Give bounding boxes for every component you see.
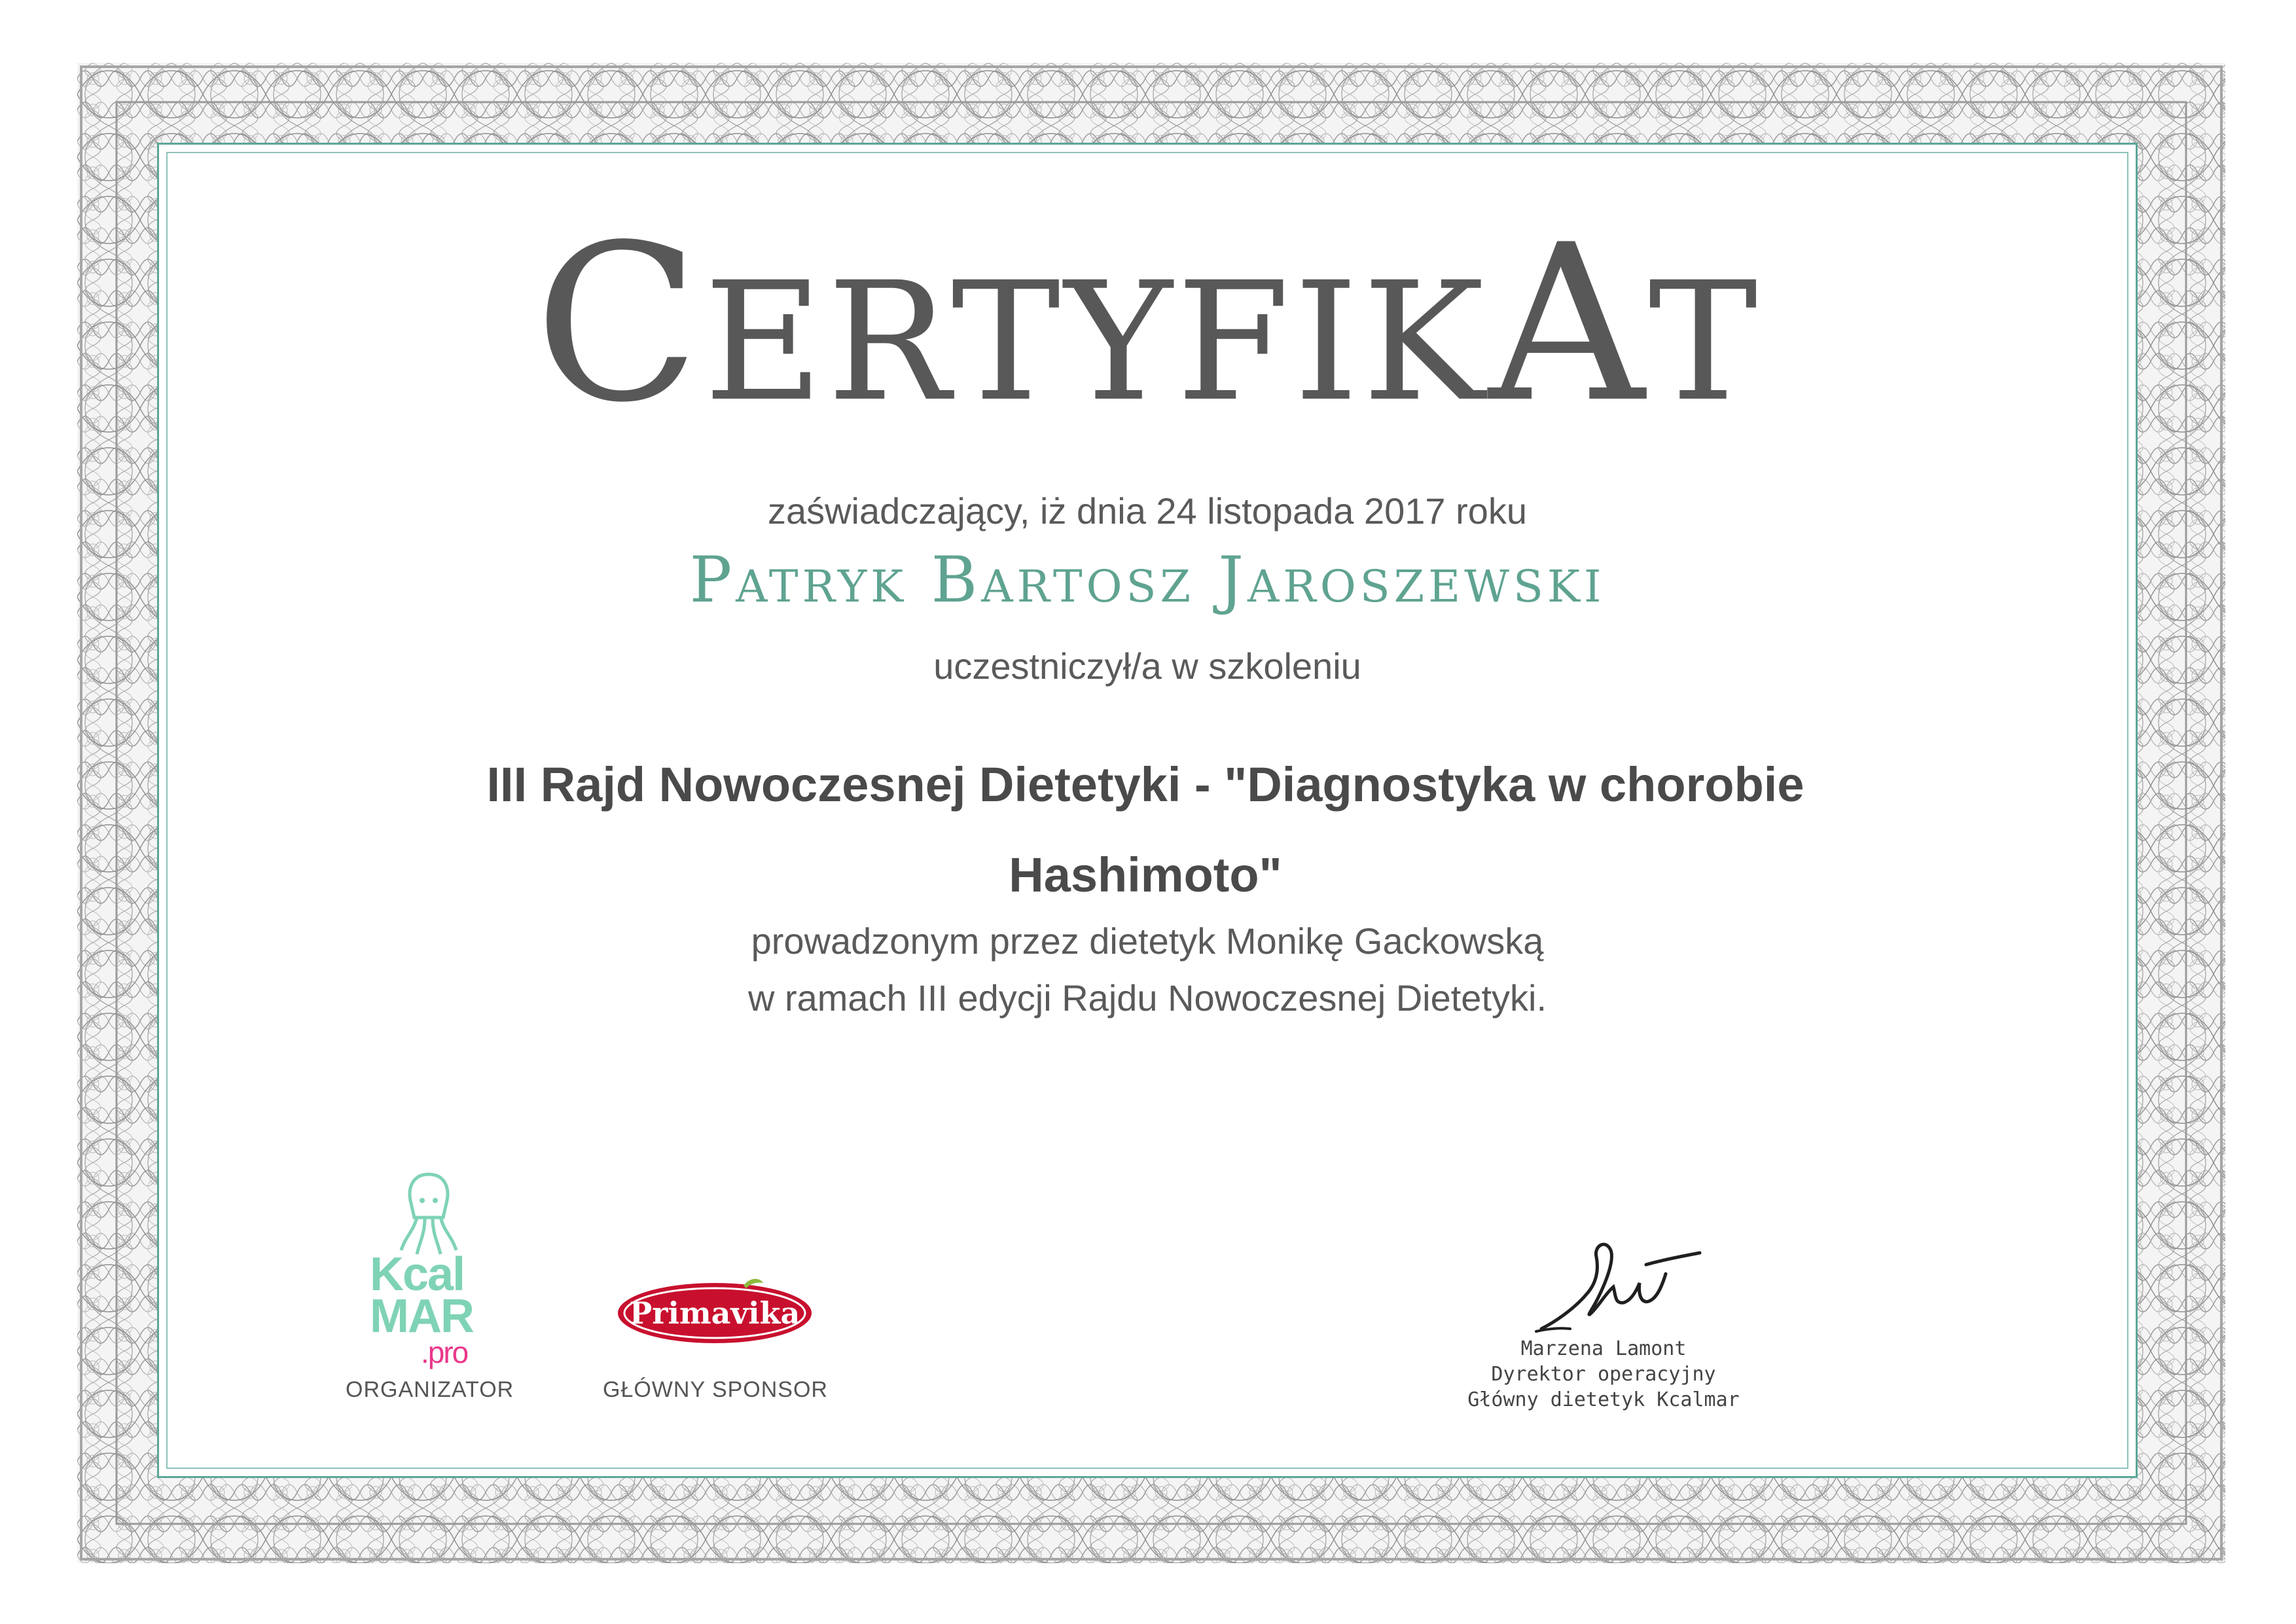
kcalmar-line1: Kcal xyxy=(370,1248,465,1301)
primavika-wordmark: Primavika xyxy=(629,1295,800,1331)
date-line: zaświadczający, iż dnia 24 listopada 2017 roku xyxy=(767,490,1528,532)
participation-text: uczestniczył/a w szkoleniu xyxy=(933,645,1361,687)
instructor-line: prowadzonym przez dietetyk Monikę Gackowską xyxy=(751,920,1544,962)
signatory-role-secondary: Główny dietetyk Kcalmar xyxy=(1467,1388,1740,1411)
kcalmar-line2: MAR xyxy=(370,1290,473,1343)
signature xyxy=(1528,1231,1705,1335)
edition-line: w ramach III edycji Rajdu Nowoczesnej Dietetyki. xyxy=(747,977,1547,1019)
squid-icon xyxy=(397,1172,460,1257)
title-a: A xyxy=(1488,198,1649,450)
sponsor-caption: GŁÓWNY SPONSOR xyxy=(603,1377,828,1402)
certificate-title xyxy=(493,198,1803,450)
title-last: T xyxy=(1648,247,1762,437)
kcalmar-wordmark xyxy=(370,1248,494,1369)
recipient-name: Patryk Bartosz Jaroszewski xyxy=(689,543,1605,617)
primavika-logo xyxy=(615,1276,814,1346)
signatory-name: Marzena Lamont xyxy=(1520,1337,1687,1360)
organizer-caption: ORGANIZATOR xyxy=(346,1377,514,1402)
title-middle: ERTYFIK xyxy=(704,247,1489,437)
kcalmar-logo xyxy=(363,1172,494,1369)
title-initial: C xyxy=(534,198,704,450)
kcalmar-line3: .pro xyxy=(421,1335,468,1369)
signatory-role: Dyrektor operacyjny xyxy=(1491,1363,1716,1386)
course-title: III Rajd Nowoczesnej Dietetyki - "Diagnostyka w chorobie Hashimoto" xyxy=(486,757,1804,902)
